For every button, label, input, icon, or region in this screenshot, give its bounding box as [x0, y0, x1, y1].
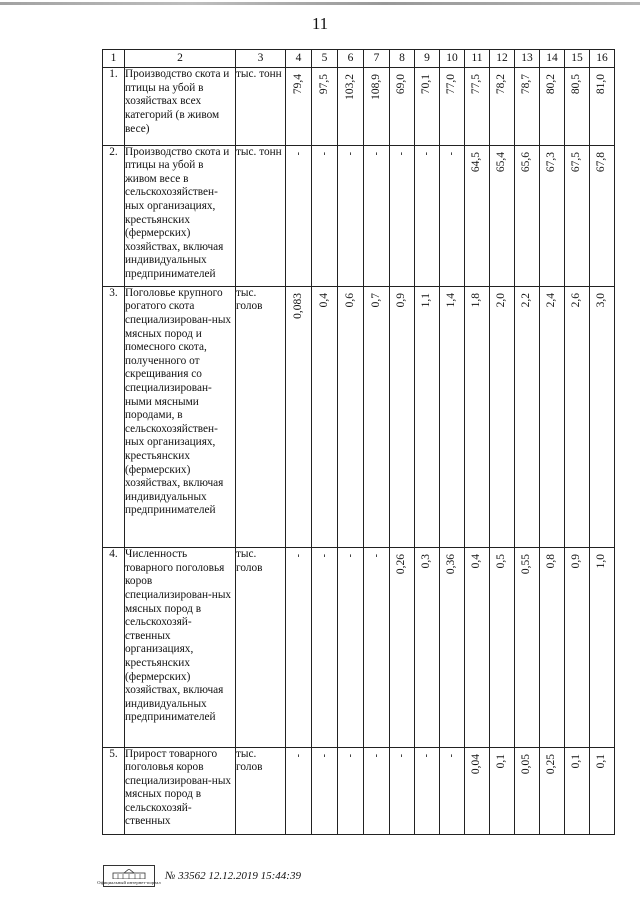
value-text: 1,8: [470, 292, 482, 308]
value-cell: [590, 548, 615, 747]
value-cell: [286, 548, 312, 747]
value-cell: [590, 747, 615, 835]
value-text: -: [292, 753, 304, 757]
table-row: [103, 548, 615, 747]
value-text: 0,6: [343, 292, 356, 308]
value-cell: [565, 286, 590, 547]
value-cell: [286, 286, 312, 547]
value-text: 0,36: [445, 554, 457, 575]
value-cell: [364, 747, 390, 835]
value-text: 65,6: [520, 151, 532, 172]
value-cell: [590, 286, 615, 547]
scan-top-edge: [0, 2, 640, 5]
value-text: -: [370, 554, 382, 558]
header-cell: 1: [103, 50, 125, 68]
value-cell: [338, 68, 364, 145]
document-stamp: № 33562 12.12.2019 15:44:39: [165, 870, 301, 882]
value-text: -: [421, 151, 432, 155]
indicator-name: Производство скота и птицы на убой в живом весе в сельскохозяйствен-ных организациях, крестьянских (фермерских) хозяйствах, включая индивидуальных предпринимателей: [125, 145, 236, 286]
value-cell: [515, 548, 540, 747]
value-cell: [590, 68, 615, 145]
value-text: 0,1: [495, 753, 507, 768]
header-cell: 14: [540, 50, 565, 68]
value-cell: [540, 747, 565, 835]
value-cell: [540, 68, 565, 145]
value-text: 77,5: [470, 74, 482, 95]
value-cell: [390, 747, 415, 835]
value-cell: [465, 747, 490, 835]
header-cell: 7: [364, 50, 390, 68]
value-text: -: [446, 753, 457, 757]
value-text: -: [292, 554, 304, 558]
value-cell: [515, 145, 540, 286]
value-text: 3,0: [595, 292, 607, 308]
value-cell: [465, 548, 490, 747]
value-text: 108,9: [369, 74, 382, 101]
value-text: 78,2: [495, 74, 507, 95]
header-cell: 4: [286, 50, 312, 68]
value-cell: [415, 145, 440, 286]
value-text: -: [370, 753, 382, 757]
row-number: 1.: [103, 68, 125, 145]
value-text: 0,4: [470, 554, 482, 569]
value-text: 0,083: [291, 292, 304, 319]
value-cell: [515, 747, 540, 835]
value-cell: [415, 68, 440, 145]
unit-cell: тыс. тонн: [236, 68, 286, 145]
value-text: 0,8: [545, 554, 557, 569]
header-cell: 8: [390, 50, 415, 68]
header-cell: 15: [565, 50, 590, 68]
value-text: -: [344, 753, 356, 757]
value-text: 78,7: [520, 74, 532, 95]
value-text: 77,0: [445, 74, 457, 95]
value-text: 0,25: [545, 753, 557, 774]
value-text: -: [370, 151, 382, 155]
unit-cell: тыс. голов: [236, 548, 286, 747]
value-cell: [565, 145, 590, 286]
value-cell: [490, 286, 515, 547]
value-text: -: [318, 554, 330, 558]
value-cell: [312, 286, 338, 547]
value-text: 0,9: [395, 292, 407, 308]
value-text: 0,1: [570, 753, 582, 768]
value-cell: [540, 145, 565, 286]
table-row: [103, 145, 615, 286]
value-cell: [390, 68, 415, 145]
value-cell: [440, 286, 465, 547]
value-cell: [590, 145, 615, 286]
value-text: 67,3: [545, 151, 557, 172]
value-text: 70,1: [420, 74, 432, 95]
row-number: 5.: [103, 747, 125, 835]
value-text: 103,2: [343, 74, 356, 101]
value-text: 0,1: [595, 753, 607, 768]
value-cell: [338, 548, 364, 747]
value-cell: [364, 145, 390, 286]
value-text: 0,9: [570, 554, 582, 569]
value-cell: [364, 68, 390, 145]
value-cell: [440, 747, 465, 835]
value-text: 80,2: [545, 74, 557, 95]
value-cell: [312, 68, 338, 145]
row-number: 2.: [103, 145, 125, 286]
portal-logo: [97, 865, 161, 887]
value-text: 67,8: [595, 151, 607, 172]
row-number: 3.: [103, 286, 125, 547]
value-cell: [338, 286, 364, 547]
value-cell: [286, 747, 312, 835]
value-cell: [415, 747, 440, 835]
value-cell: [390, 286, 415, 547]
value-cell: [390, 145, 415, 286]
value-text: 0,3: [420, 554, 432, 569]
value-cell: [286, 68, 312, 145]
header-cell: 9: [415, 50, 440, 68]
value-text: 2,6: [570, 292, 582, 308]
value-cell: [540, 286, 565, 547]
value-text: 64,5: [470, 151, 482, 172]
indicator-name: Производство скота и птицы на убой в хозяйствах всех категорий (в живом весе): [125, 68, 236, 145]
row-number: 4.: [103, 548, 125, 747]
value-text: 67,5: [570, 151, 582, 172]
value-cell: [338, 145, 364, 286]
value-text: 0,4: [317, 292, 330, 308]
value-cell: [440, 145, 465, 286]
value-text: -: [421, 753, 432, 757]
table-header-row: [103, 50, 615, 68]
value-text: -: [344, 151, 356, 155]
table-row: [103, 68, 615, 145]
value-cell: [490, 145, 515, 286]
value-cell: [312, 548, 338, 747]
value-cell: [415, 548, 440, 747]
header-cell: 11: [465, 50, 490, 68]
value-cell: [540, 548, 565, 747]
value-text: -: [446, 151, 457, 155]
header-cell: 3: [236, 50, 286, 68]
table-row: [103, 747, 615, 835]
value-text: -: [344, 554, 356, 558]
header-cell: 2: [125, 50, 236, 68]
indicators-table: [102, 49, 615, 835]
value-cell: [465, 145, 490, 286]
building-icon: [112, 869, 146, 879]
value-text: 1,4: [445, 292, 457, 308]
value-cell: [465, 286, 490, 547]
value-text: 1,0: [595, 554, 607, 569]
header-cell: 6: [338, 50, 364, 68]
value-text: 79,4: [291, 74, 304, 95]
unit-cell: тыс. тонн: [236, 145, 286, 286]
value-cell: [440, 548, 465, 747]
value-text: 97,5: [317, 74, 330, 95]
value-cell: [515, 286, 540, 547]
value-text: 0,5: [495, 554, 507, 569]
value-cell: [515, 68, 540, 145]
value-text: 2,4: [545, 292, 557, 308]
value-cell: [565, 68, 590, 145]
logo-caption: Официальный интернет-портал: [97, 880, 161, 885]
value-cell: [338, 747, 364, 835]
value-text: 80,5: [570, 74, 582, 95]
value-text: 0,26: [395, 554, 407, 575]
value-text: 0,7: [369, 292, 382, 308]
page-number: 11: [311, 14, 329, 33]
value-text: -: [318, 753, 330, 757]
value-text: 81,0: [595, 74, 607, 95]
header-cell: 16: [590, 50, 615, 68]
value-text: -: [318, 151, 330, 155]
header-cell: 13: [515, 50, 540, 68]
header-cell: 12: [490, 50, 515, 68]
value-cell: [490, 747, 515, 835]
value-cell: [565, 548, 590, 747]
value-cell: [565, 747, 590, 835]
header-cell: 10: [440, 50, 465, 68]
value-text: 65,4: [495, 151, 507, 172]
value-text: 0,55: [520, 554, 532, 575]
value-text: 2,0: [495, 292, 507, 308]
value-cell: [312, 747, 338, 835]
value-cell: [364, 286, 390, 547]
value-cell: [465, 68, 490, 145]
value-text: -: [292, 151, 304, 155]
footer: [97, 864, 301, 888]
value-text: -: [396, 151, 407, 155]
value-cell: [364, 548, 390, 747]
value-cell: [390, 548, 415, 747]
header-cell: 5: [312, 50, 338, 68]
unit-cell: тыс. голов: [236, 747, 286, 835]
indicator-name: Поголовье крупного рогатого скота специализирован-ных мясных пород и помесного скота, полученного от скрещивания со специализирован-ными мясными породами, в сельскохозяйствен-ных организациях, крестьянских (фермерских) хозяйствах, включая индивидуальных предпринимателей: [125, 286, 236, 547]
indicator-name: Прирост товарного поголовья коров специализирован-ных мясных пород в сельскохозяй-ственных: [125, 747, 236, 835]
indicator-name: Численность товарного поголовья коров специализирован-ных мясных пород в сельскохозяй-ственных организациях, крестьянских (фермерских) хозяйствах, включая индивидуальных предпринимателей: [125, 548, 236, 747]
value-cell: [440, 68, 465, 145]
value-text: 69,0: [395, 74, 407, 95]
value-cell: [312, 145, 338, 286]
value-text: 1,1: [420, 292, 432, 308]
value-cell: [286, 145, 312, 286]
unit-cell: тыс. голов: [236, 286, 286, 547]
value-text: 0,05: [520, 753, 532, 774]
value-cell: [415, 286, 440, 547]
value-cell: [490, 548, 515, 747]
value-cell: [490, 68, 515, 145]
value-text: 2,2: [520, 292, 532, 308]
table-row: [103, 286, 615, 547]
value-text: -: [396, 753, 407, 757]
value-text: 0,04: [470, 753, 482, 774]
